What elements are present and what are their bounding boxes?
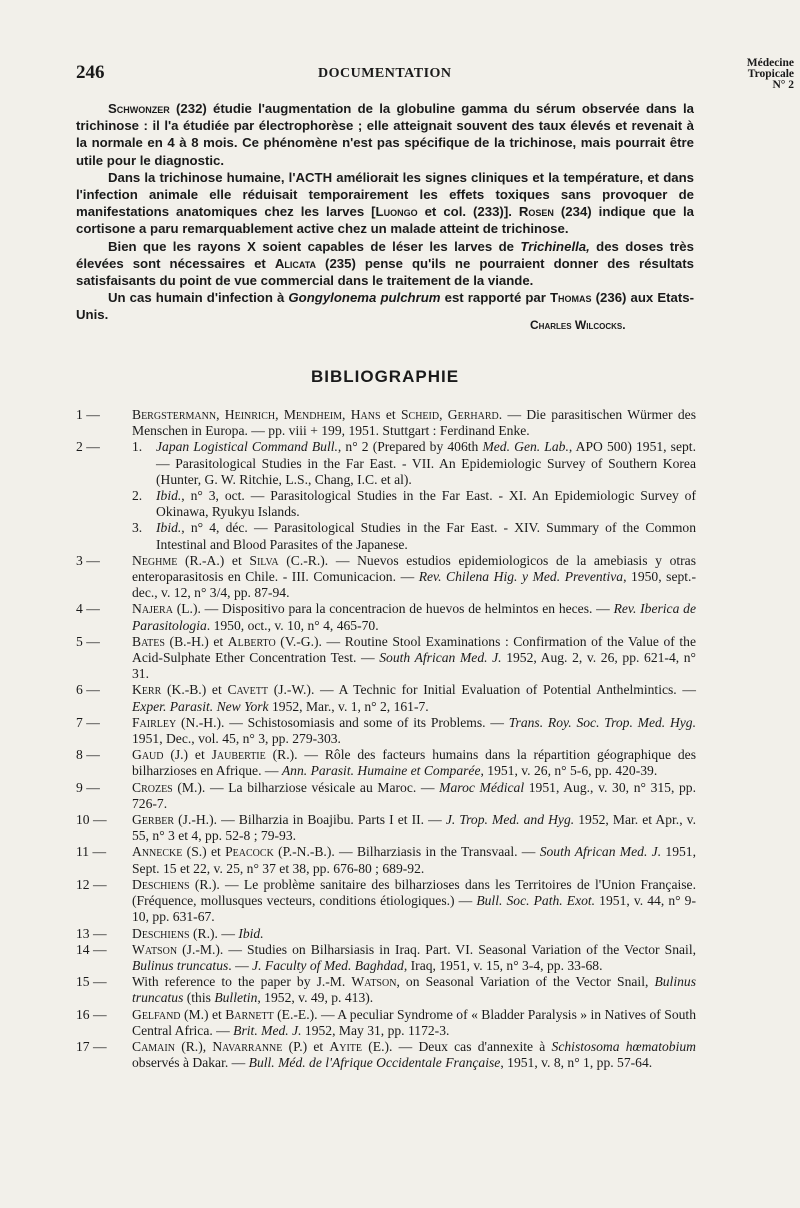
italic-text: Ibid. [238, 925, 264, 941]
bibliography-entry [76, 682, 696, 714]
text-run: (E.). — Deux cas d'annexite à [362, 1038, 552, 1054]
italic-text: Rev. Iberica de Parasitologia [132, 601, 696, 633]
entry-number: 13 — [76, 925, 107, 941]
italic-text: Ann. Parasit. Humaine et Comparée [281, 763, 481, 779]
author-name: Rosen [518, 204, 554, 220]
author-name: Gelfand [132, 1006, 181, 1022]
text-run: (C.-R.). — Nuevos estudios epidemiologicos de la amebiasis y otras enteroparasitosis en Chile. - III. Comunicacion. — [132, 552, 696, 585]
author-name: Gerber [132, 812, 175, 828]
bibliography-subentry [132, 520, 696, 552]
text-run: . — [228, 957, 253, 973]
text-run: (R.), [174, 1038, 213, 1054]
subentry-number: 1. [132, 439, 143, 455]
page-header [76, 57, 794, 92]
entry-number: 17 — [76, 1038, 107, 1054]
bibliography-entry [76, 1039, 696, 1071]
author-name: Neghme [132, 552, 178, 568]
bibliography-entry [76, 634, 696, 683]
text-run: 1951, Sept. 15 et 22, v. 25, n° 37 et 38, pp. 676-80 ; 689-92. [132, 844, 696, 876]
body-paragraph [76, 100, 694, 169]
text-run: (232) étudie l'augmentation de la globuline gamma du sérum observée dans la trichinose : il l'a étudiée par électrophorèse ; elle atteignait souvent des taux élevés et revenait à la normale en 4 à 8 mois. Ce phénomène n'est pas spécifique de la trichinose, mais pourrait être utile pour le diagnostic. [76, 101, 694, 168]
text-run: (this [183, 990, 215, 1006]
text-run: 1951, Aug., v. 30, n° 315, pp. 726-7. [132, 779, 697, 811]
bibliography-subentry [132, 488, 696, 520]
italic-text: J. Faculty of Med. Baghdad [252, 957, 404, 973]
text-run: (234) indique que la cortisone a paru remarquablement active chez un malade atteint de trichinose. [76, 204, 694, 237]
entry-number: 4 — [76, 601, 100, 617]
italic-text: Maroc Médical [439, 779, 525, 795]
bibliography-list [76, 407, 696, 1071]
entry-number: 16 — [76, 1006, 107, 1022]
journal-tag-line1: Médecine [746, 57, 794, 69]
author-name: Navarranne [212, 1038, 283, 1054]
text-run: , n° 2 (Prepared by 406th [337, 439, 483, 455]
text-run: (S.) et [182, 844, 226, 860]
author-name: Scheid, Gerhard. [400, 407, 503, 422]
text-run: et [380, 407, 401, 422]
text-run: (P.) et [282, 1038, 330, 1054]
text-run: est rapporté par [440, 290, 550, 306]
italic-text: South African Med. J. [379, 650, 502, 666]
entry-number: 14 — [76, 941, 107, 957]
bibliography-entry [76, 877, 696, 926]
text-run: (R.). — Le problème sanitaire des bilharzioses dans les Territoires de l'Union Française. (Fréquence, mollusques vecteurs, conditions étiologiques.) — [132, 876, 696, 909]
entry-number: 15 — [76, 974, 107, 990]
italic-text: Bull. Soc. Path. Exot. [476, 893, 596, 909]
text-run: Dans la trichinose humaine, l'ACTH améliorait les signes cliniques et la température, et dans l'infection animale elle réduisait temporairement les effets toxiques sans provoquer de manifestations anatomiques chez les larves [ [76, 169, 694, 220]
author-name: Gaud [132, 747, 164, 763]
italic-text: Bulinus truncatus [132, 974, 696, 1006]
italic-text: Trichinella, [520, 238, 590, 254]
text-run: des doses très élevées sont nécessaires et [76, 238, 694, 271]
text-run: (235) pense qu'ils ne pourraient donner des résultats satisfaisants du point de vue commercial dans le traitement de la viande. [76, 255, 694, 289]
bibliography-entry [76, 553, 696, 602]
text-run: . 1950, oct., v. 10, n° 4, 465-70. [206, 617, 379, 633]
author-name: Alberto [227, 633, 276, 649]
author-name: Cavett [227, 682, 268, 698]
text-run: — Die parasitischen Würmer des Menschen in Europa. — pp. viii + 199, 1951. Stuttgart : Ferdinand Enke. [132, 407, 697, 439]
author-name: Fairley [132, 714, 177, 730]
author-name: Deschiens [132, 925, 190, 941]
text-run: , 1950, sept.-dec., v. 12, n° 3/4, pp. 87-94. [132, 569, 696, 601]
bibliography-entry [76, 407, 696, 439]
body-paragraph [76, 238, 694, 290]
bibliography-subentry [132, 439, 696, 488]
author-name: Thomas [550, 290, 592, 306]
author-name: Crozes [132, 779, 173, 795]
author-name: Luongo [375, 204, 418, 220]
author-signature: Charles Wilcocks. [530, 318, 626, 332]
text-run: (J.-H.). — Bilharzia in Boajibu. Parts I et II. — [174, 812, 446, 828]
author-name: Ayite [329, 1038, 363, 1054]
text-run: (J.-W.). — A Technic for Initial Evaluation of Potential Anthelmintics. — [268, 682, 696, 698]
entry-number: 10 — [76, 812, 107, 828]
journal-tag [714, 58, 794, 91]
text-run: 1952, Mar., v. 1, n° 2, 161-7. [268, 698, 429, 714]
bibliography-entry [76, 974, 696, 1006]
bibliography-entry [76, 942, 696, 974]
bibliography-entry [76, 715, 696, 747]
bibliography-entry [76, 747, 696, 779]
journal-tag-line3: N° 2 [772, 79, 794, 91]
bibliography-entry [76, 1007, 696, 1039]
italic-text: Gongylonema pulchrum [288, 290, 441, 306]
body-text [76, 100, 694, 324]
entry-number: 8 — [76, 747, 100, 763]
bibliography-heading: BIBLIOGRAPHIE [310, 367, 460, 386]
journal-tag-line2: Tropicale [747, 68, 794, 80]
italic-text: J. Trop. Med. and Hyg. [445, 812, 575, 828]
text-run: (E.-E.). — A peculiar Syndrome of « Bladder Paralysis » in Natives of South Central Africa. — [132, 1006, 696, 1038]
text-run: (L.). — Dispositivo para la concentracion de huevos de helmintos en heces. — [172, 601, 614, 617]
text-run: (J.-M.). — Studies on Bilharsiasis in Iraq. Part. VI. Seasonal Variation of the Vector Snail, [177, 941, 696, 957]
text-run: 1952, May 31, pp. 1172-3. [301, 1022, 450, 1038]
entry-number: 2 — [76, 439, 100, 455]
italic-text: Ibid. [156, 520, 182, 536]
text-run: et col. (233)]. [417, 204, 519, 220]
author-name: Annecke [132, 844, 183, 860]
running-title: DOCUMENTATION [318, 66, 452, 81]
text-run: , Iraq, 1951, v. 15, n° 3-4, pp. 33-68. [403, 957, 603, 973]
text-run: , n° 3, oct. — Parasitological Studies in the Far East. - XI. An Epidemiologic Survey of Okinawa, Ryukyu Islands. [156, 488, 696, 520]
author-name: Jaubertie [211, 747, 266, 763]
author-name: Barnett [225, 1006, 274, 1022]
author-name: Najera [132, 601, 173, 617]
entry-number: 12 — [76, 876, 107, 892]
text-run: , APO 500) 1951, sept. — Parasitological Studies in the Far East. - VII. An Epidemiologic Survey of Southern Korea (Hunter, G. W. Ritchie, L.S., Chang, I.C. et al). [156, 439, 696, 487]
text-run: Un cas humain d'infection à [108, 290, 289, 306]
text-run: , 1951, v. 26, n° 5-6, pp. 420-39. [480, 763, 658, 779]
subentry-number: 2. [132, 488, 143, 504]
author-name: Watson [132, 941, 178, 957]
text-run: , on Seasonal Variation of the Vector Snail, [396, 974, 655, 990]
italic-text: Bulletin [214, 990, 258, 1006]
italic-text: Med. Gen. Lab. [482, 439, 569, 455]
italic-text: Rev. Chilena Hig. y Med. Preventiva [418, 569, 624, 585]
entry-number: 7 — [76, 714, 100, 730]
text-run: (M.) et [180, 1006, 226, 1022]
text-run: 1952, Mar. et Apr., v. 55, n° 3 et 4, pp. 52-8 ; 79-93. [132, 812, 696, 844]
text-run: (J.) et [163, 747, 212, 763]
text-run: observés à Dakar. — [132, 1055, 249, 1071]
page-number: 246 [76, 62, 105, 83]
entry-number: 9 — [76, 779, 100, 795]
author-name: Kerr [132, 682, 162, 698]
entry-number: 5 — [76, 633, 100, 649]
bibliography-entry [76, 812, 696, 844]
author-name: Camain [132, 1038, 175, 1054]
italic-text: Brit. Med. J. [233, 1022, 302, 1038]
text-run: , 1952, v. 49, p. 413). [257, 990, 374, 1006]
italic-text: Schistosoma hœmatobium [551, 1038, 696, 1054]
author-name: Bates [132, 633, 165, 649]
body-paragraph [76, 169, 694, 238]
bibliography-entry [76, 844, 696, 876]
italic-text: Bull. Méd. de l'Afrique Occidentale Française [248, 1055, 501, 1071]
text-run: (R.). — Rôle des facteurs humains dans la répartition géographique des bilharzioses en Afrique. — [132, 747, 696, 779]
italic-text: Ibid. [156, 488, 182, 504]
bibliography-entry [76, 926, 696, 942]
text-run: (236) aux Etats-Unis. [76, 290, 694, 323]
text-run: 1951, v. 44, n° 9-10, pp. 631-67. [132, 893, 696, 925]
text-run: (M.). — La bilharziose vésicale au Maroc. — [172, 779, 440, 795]
author-name: Schwonzer [108, 101, 170, 116]
author-name: Deschiens [132, 876, 190, 892]
author-name: Bergstermann, Heinrich, Mendheim, Hans [132, 407, 381, 422]
text-run: 1951, Dec., vol. 45, n° 3, pp. 279-303. [132, 731, 341, 747]
text-run: (V.-G.). — Routine Stool Examinations : Confirmation of the Value of the Acid-Sulphate Ether Concentration Test. — [132, 633, 696, 666]
entry-number: 11 — [76, 844, 107, 860]
text-run: (R.-A.) et [177, 552, 250, 568]
author-name: Silva [249, 552, 279, 568]
bibliography-entry [76, 780, 696, 812]
italic-text: South African Med. J. [539, 844, 662, 860]
author-name: Watson [351, 974, 397, 990]
text-run: (K.-B.) et [161, 682, 228, 698]
author-name: Alicata [274, 255, 317, 271]
entry-number: 6 — [76, 682, 100, 698]
author-name: Peacock [225, 844, 274, 860]
text-run: (R.). — [189, 925, 239, 941]
text-run: Bien que les rayons X soient capables de léser les larves de [108, 238, 521, 254]
text-run: , n° 4, déc. — Parasitological Studies in the Far East. - XIV. Summary of the Common Intestinal and Blood Parasites of the Japanese. [156, 520, 696, 552]
entry-number: 3 — [76, 552, 100, 568]
italic-text: Trans. Roy. Soc. Trop. Med. Hyg. [508, 714, 697, 730]
text-run: (P.-N.-B.). — Bilharziasis in the Transvaal. — [273, 844, 540, 860]
bibliography-entry [76, 439, 696, 552]
italic-text: Exper. Parasit. New York [132, 698, 269, 714]
text-run: (B.-H.) et [164, 633, 228, 649]
text-run: (N.-H.). — Schistosomiasis and some of its Problems. — [176, 714, 509, 730]
bibliography-entry [76, 601, 696, 633]
italic-text: Japan Logistical Command Bull. [156, 439, 338, 455]
subentry-number: 3. [132, 520, 143, 536]
text-run: With reference to the paper by J.-M. [132, 974, 352, 990]
text-run: , 1951, v. 8, n° 1, pp. 57-64. [500, 1055, 653, 1071]
entry-number: 1 — [76, 407, 100, 422]
italic-text: Bulinus truncatus [132, 957, 229, 973]
text-run: 1952, Aug. 2, v. 26, pp. 621-4, n° 31. [132, 650, 696, 682]
